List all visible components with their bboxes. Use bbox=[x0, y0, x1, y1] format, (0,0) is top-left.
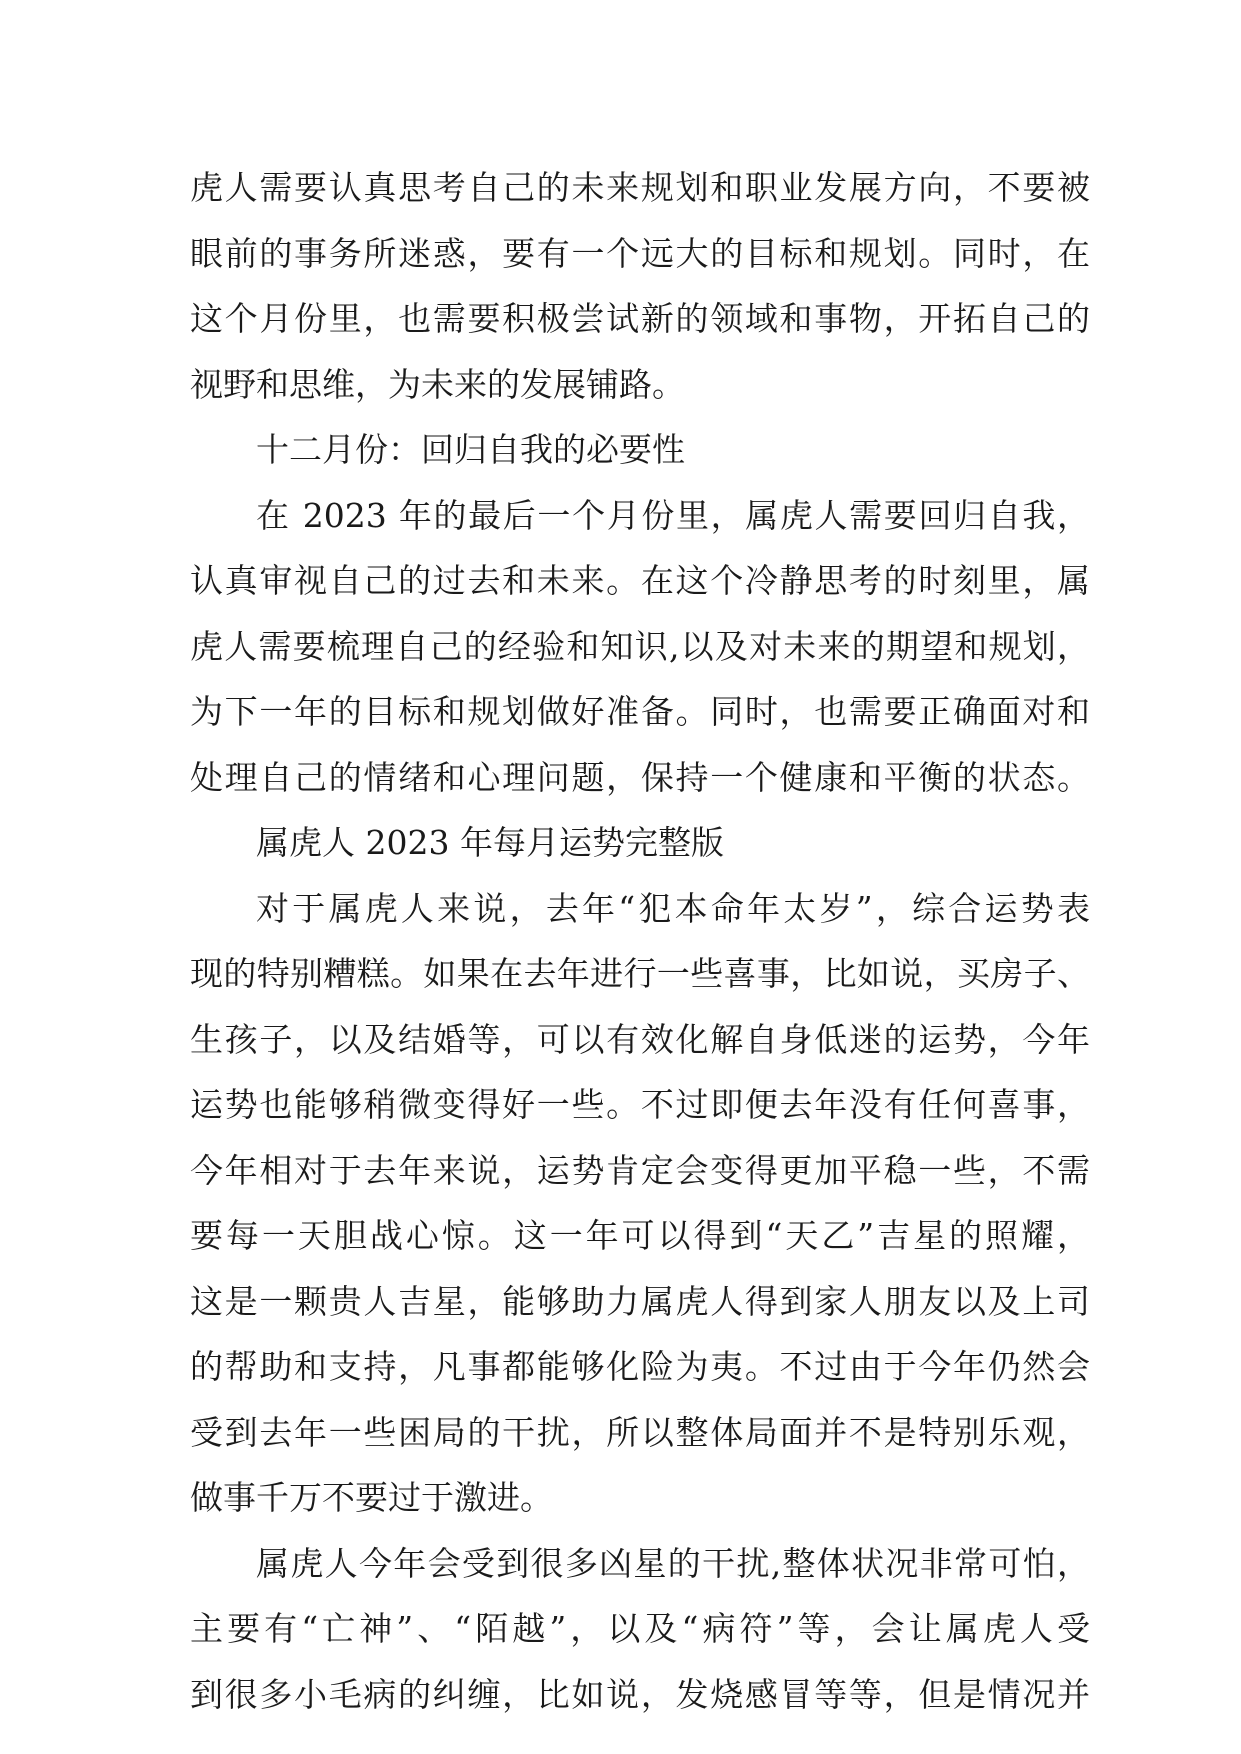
text-line: 做事千万不要过于激进。 bbox=[190, 1478, 553, 1517]
text-line: 处理自己的情绪和心理问题，保持一个健康和平衡的状态。 bbox=[190, 757, 1090, 797]
section-heading: 十二月份：回归自我的必要性 bbox=[256, 430, 685, 469]
text-line: 属虎人今年会受到很多凶星的干扰,整体状况非常可怕， bbox=[256, 1543, 1090, 1583]
text-line: 在 2023 年的最后一个月份里，属虎人需要回归自我， bbox=[256, 495, 1090, 535]
text-line: 这个月份里，也需要积极尝试新的领域和事物，开拓自己的 bbox=[190, 299, 1090, 338]
section-heading: 属虎人 2023 年每月运势完整版 bbox=[256, 823, 724, 862]
text-line: 主要有“亡神”、“陌越”，以及“病符”等，会让属虎人受 bbox=[190, 1609, 1090, 1648]
text-line: 视野和思维，为未来的发展铺路。 bbox=[190, 364, 685, 404]
text-line: 要每一天胆战心惊。这一年可以得到“天乙”吉星的照耀， bbox=[190, 1216, 1090, 1255]
text-line: 生孩子，以及结婚等，可以有效化解自身低迷的运势，今年 bbox=[190, 1019, 1090, 1059]
text-line: 运势也能够稍微变得好一些。不过即便去年没有任何喜事， bbox=[190, 1085, 1090, 1124]
body-text bbox=[190, 155, 1090, 1727]
text-line: 对于属虎人来说，去年“犯本命年太岁”，综合运势表 bbox=[256, 888, 1090, 928]
text-line: 眼前的事务所迷惑，要有一个远大的目标和规划。同时，在 bbox=[190, 233, 1090, 273]
text-line: 现的特别糟糕。如果在去年进行一些喜事，比如说，买房子、 bbox=[190, 954, 1090, 993]
text-line: 虎人需要认真思考自己的未来规划和职业发展方向，不要被 bbox=[190, 168, 1090, 207]
text-line: 受到去年一些困局的干扰，所以整体局面并不是特别乐观， bbox=[190, 1412, 1090, 1452]
text-line: 今年相对于去年来说，运势肯定会变得更加平稳一些，不需 bbox=[190, 1150, 1090, 1190]
text-line: 为下一年的目标和规划做好准备。同时，也需要正确面对和 bbox=[190, 692, 1090, 731]
text-line: 虎人需要梳理自己的经验和知识,以及对未来的期望和规划， bbox=[190, 626, 1090, 666]
text-line: 到很多小毛病的纠缠，比如说，发烧感冒等等，但是情况并 bbox=[190, 1674, 1090, 1714]
text-line: 这是一颗贵人吉星，能够助力属虎人得到家人朋友以及上司 bbox=[190, 1281, 1090, 1321]
text-line: 的帮助和支持，凡事都能够化险为夷。不过由于今年仍然会 bbox=[190, 1347, 1090, 1386]
text-line: 认真审视自己的过去和未来。在这个冷静思考的时刻里，属 bbox=[190, 561, 1090, 600]
